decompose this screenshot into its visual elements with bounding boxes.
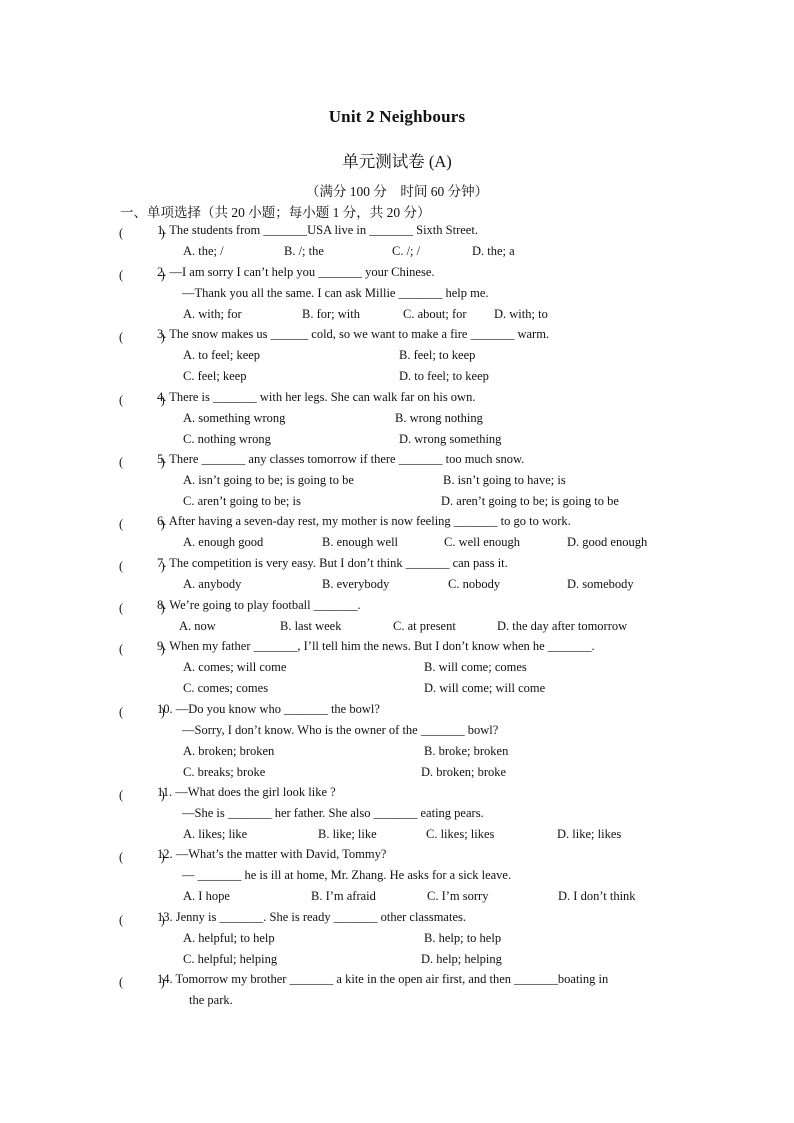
option-d: D. broken; broke [421,765,507,779]
question-stem: 13. Jenny is _______. She is ready _______ other classmates. [157,910,466,924]
option-c: C. helpful; helping [183,952,278,966]
page-title: Unit 2 Neighbours [328,107,466,126]
question-stem: 14. Tomorrow my brother _______ a kite in the open air first, and then _______boating in [157,972,609,986]
answer-blank[interactable]: ( ) [119,705,165,719]
question-stem: 5. There _______ any classes tomorrow if there _______ too much snow. [157,452,525,466]
option-d: D. I don’t think [558,889,636,903]
answer-blank[interactable]: ( ) [119,559,165,573]
answer-blank[interactable]: ( ) [119,455,165,469]
option-a: A. enough good [183,535,264,549]
question-stem: 4. There is _______ with her legs. She can walk far on his own. [157,390,476,404]
question-stem: 9. When my father _______, I’ll tell him the news. But I don’t know when he _______. [157,639,595,653]
question-stem: 3. The snow makes us ______ cold, so we want to make a fire _______ warm. [157,327,550,341]
option-d: D. help; helping [421,952,502,966]
answer-blank[interactable]: ( ) [119,913,165,927]
question-stem: 1. The students from _______USA live in _______ Sixth Street. [157,223,478,237]
option-d: D. to feel; to keep [399,369,489,383]
option-c: C. about; for [403,307,467,321]
answer-blank[interactable]: ( ) [119,517,165,531]
answer-blank[interactable]: ( ) [119,268,165,282]
answer-blank[interactable]: ( ) [119,788,165,802]
option-a: A. likes; like [183,827,248,841]
question-stem: 11. —What does the girl look like ? [157,785,336,799]
option-d: D. aren’t going to be; is going to be [441,494,619,508]
question-stem: 8. We’re going to play football _______. [157,598,361,612]
option-b: B. help; to help [424,931,502,945]
option-b: B. /; the [284,244,324,258]
option-d: D. like; likes [557,827,622,841]
option-c: C. nothing wrong [183,432,271,446]
option-a: A. broken; broken [183,744,275,758]
section-heading: 一、单项选择（共 20 小题；每小题 1 分，共 20 分） [120,205,431,220]
question-stem: 6. After having a seven-day rest, my mother is now feeling _______ to go to work. [157,514,571,528]
option-a: A. I hope [183,889,230,903]
option-a: A. the; / [183,244,224,258]
option-b: B. will come; comes [424,660,527,674]
option-a: A. something wrong [183,411,286,425]
option-b: B. feel; to keep [399,348,476,362]
option-d: D. the; a [472,244,515,258]
option-c: C. nobody [448,577,501,591]
option-c: C. likes; likes [426,827,495,841]
option-c: C. /; / [392,244,421,258]
option-a: A. with; for [183,307,242,321]
answer-blank[interactable]: ( ) [119,975,165,989]
option-a: A. comes; will come [183,660,287,674]
question-continuation: —Thank you all the same. I can ask Millie _______ help me. [182,286,489,300]
option-c: C. breaks; broke [183,765,266,779]
exam-info: （满分 100 分 时间 60 分钟） [305,184,489,199]
option-d: D. with; to [494,307,548,321]
question-stem: 2. —I am sorry I can’t help you _______ your Chinese. [157,265,435,279]
question-continuation: —She is _______ her father. She also _______ eating pears. [182,806,484,820]
option-d: D. wrong something [399,432,502,446]
option-b: B. enough well [322,535,399,549]
option-b: B. isn’t going to have; is [443,473,566,487]
option-b: B. like; like [318,827,377,841]
option-a: A. to feel; keep [183,348,261,362]
option-b: B. everybody [322,577,390,591]
option-b: B. broke; broken [424,744,509,758]
option-a: A. now [179,619,216,633]
answer-blank[interactable]: ( ) [119,330,165,344]
option-d: D. will come; will come [424,681,546,695]
question-continuation: — _______ he is ill at home, Mr. Zhang. He asks for a sick leave. [182,868,512,882]
option-a: A. anybody [183,577,242,591]
page-subtitle: 单元测试卷 (A) [342,152,452,171]
answer-blank[interactable]: ( ) [119,850,165,864]
option-c: C. comes; comes [183,681,269,695]
answer-blank[interactable]: ( ) [119,393,165,407]
option-c: C. I’m sorry [427,889,489,903]
option-b: B. I’m afraid [311,889,376,903]
answer-blank[interactable]: ( ) [119,642,165,656]
option-c: C. feel; keep [183,369,247,383]
option-d: D. somebody [567,577,634,591]
question-stem: 7. The competition is very easy. But I don’t think _______ can pass it. [157,556,508,570]
option-c: C. at present [393,619,456,633]
option-b: B. for; with [302,307,360,321]
option-b: B. wrong nothing [395,411,483,425]
answer-blank[interactable]: ( ) [119,601,165,615]
option-a: A. isn’t going to be; is going to be [183,473,354,487]
question-continuation: —Sorry, I don’t know. Who is the owner of the _______ bowl? [182,723,499,737]
option-b: B. last week [280,619,342,633]
question-stem: 10. —Do you know who _______ the bowl? [157,702,380,716]
option-c: C. aren’t going to be; is [183,494,301,508]
question-stem: 12. —What’s the matter with David, Tommy? [157,847,387,861]
option-c: C. well enough [444,535,521,549]
question-continuation: the park. [189,993,233,1007]
option-d: D. the day after tomorrow [497,619,628,633]
option-d: D. good enough [567,535,648,549]
option-a: A. helpful; to help [183,931,275,945]
answer-blank[interactable]: ( ) [119,226,165,240]
